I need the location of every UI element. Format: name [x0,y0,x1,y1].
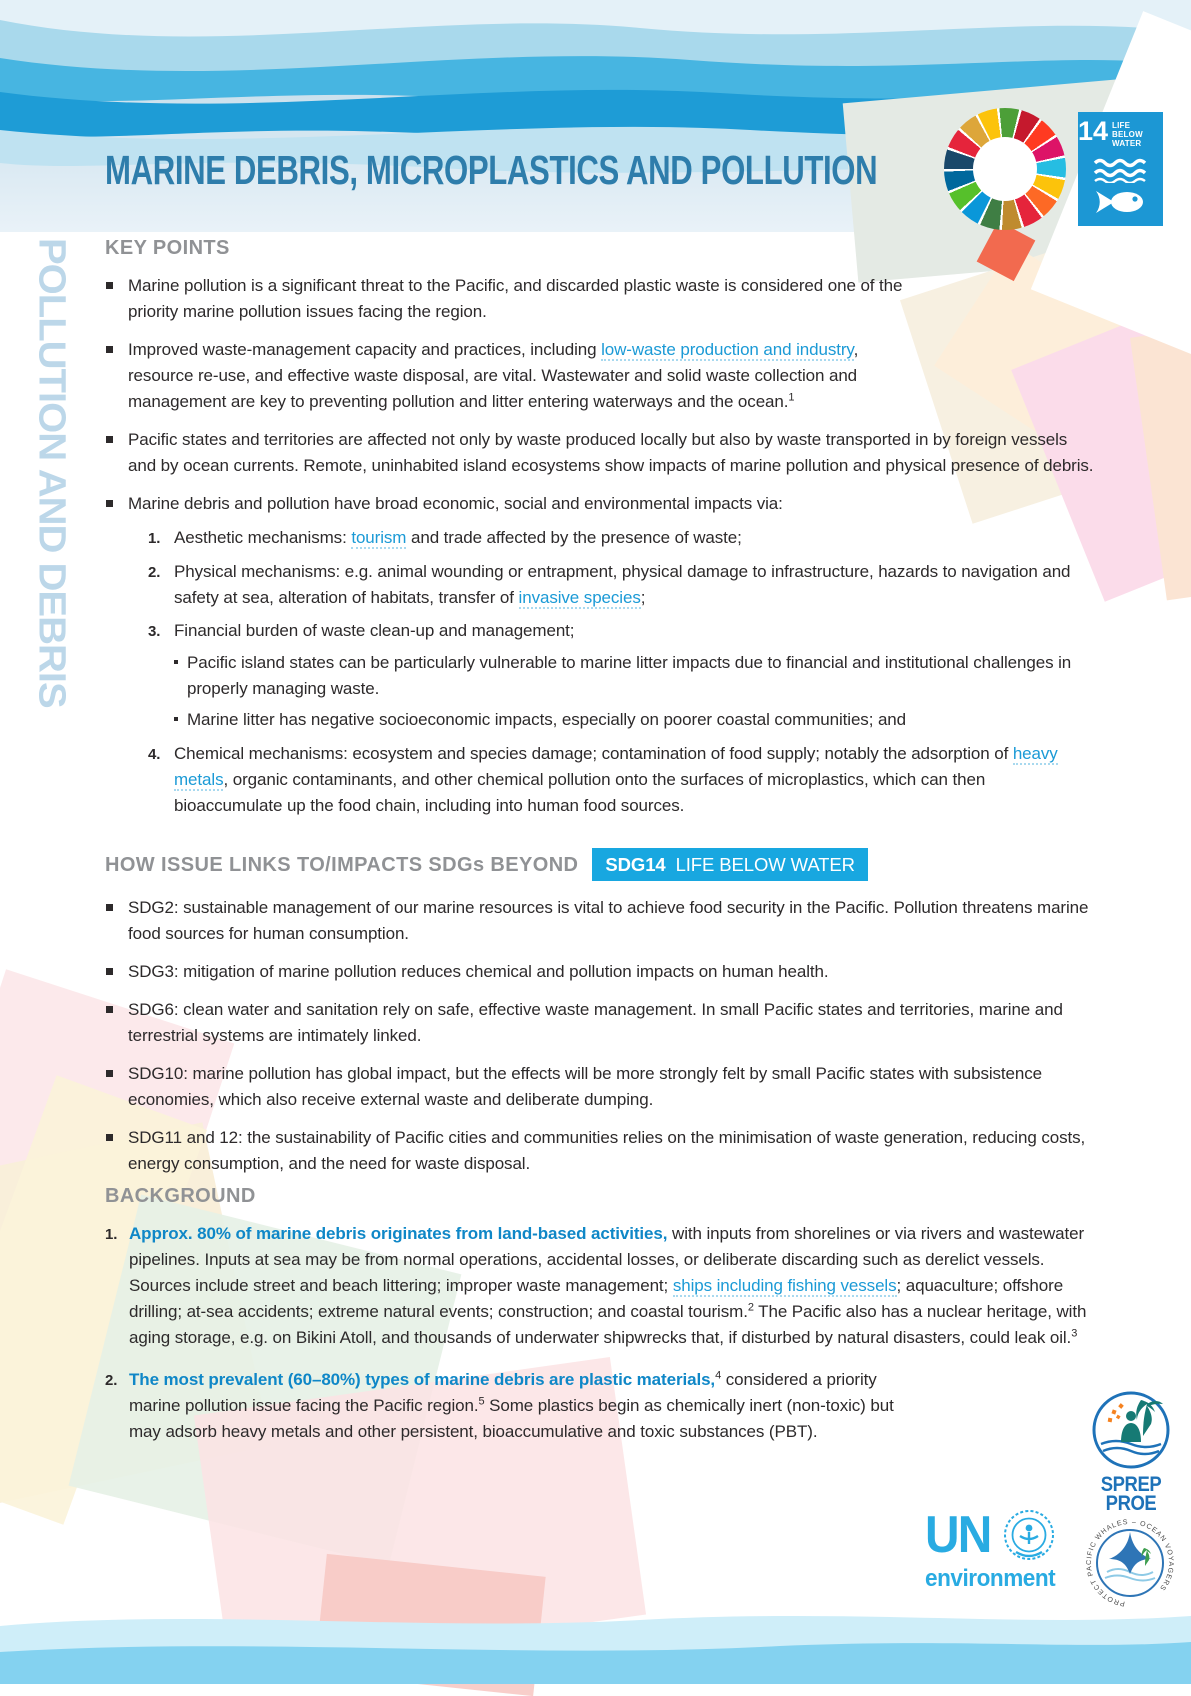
mechanism-number: 3. [148,623,161,640]
inline-link[interactable]: tourism [351,528,407,547]
inline-link[interactable]: ships including fishing vessels [672,1276,897,1295]
mechanism-number: 4. [148,746,161,763]
key-points-section [105,235,1095,826]
background-text: The most prevalent (60–80%) types of marine debris are plastic materials,$^4$ considered a priority marine pollution issue facing the Pacific region.$^5$ Some plastics begin as chemically inert (non-toxic) but may adsorb heavy metals and other persistent, bioaccumulative and toxic substances (PBT). [129,1369,894,1441]
mechanism-text: Physical mechanisms: e.g. animal wounding or entrapment, physical damage to infrastructure, hazards to navigation and safety at sea, alteration of habitats, transfer of invasive species; [174,562,1071,607]
un-environment-logo [925,1508,1095,1593]
sprep-emblem-icon [1091,1390,1171,1470]
sdg-link-item: SDG10: marine pollution has global impact, but the effects will be more strongly felt by small Pacific states with subsistence economies, which also receive external waste and deliberate dumping. [105,1061,1095,1113]
mechanism-item [105,618,1095,645]
mechanism-number: 1. [148,530,161,547]
sdg14-label: LIFE BELOW WATER [1112,121,1143,149]
inline-link[interactable]: heavy metals [174,744,1058,789]
sdg14-number: 14 [1078,116,1109,146]
mechanism-text: Chemical mechanisms: ecosystem and species damage; contamination of food supply; notably the adsorption of heavy metals, organic contaminants, and other chemical pollution onto the surfaces of microplastics, which can then bioaccumulate up the food chain, including into human food sources. [174,744,1058,815]
page-title: MARINE DEBRIS, MICROPLASTICS AND POLLUTION [105,147,878,194]
inline-link[interactable]: invasive species [518,588,641,607]
fish-icon [1092,188,1150,216]
sdg14-corner-badge [1078,112,1163,226]
side-vertical-label: POLLUTION AND DEBRIS [30,238,73,708]
svg-text:PROTECT PACIFIC WHALES – OCEAN: PROTECT PACIFIC WHALES – OCEAN VOYAGERS [1085,1518,1175,1607]
background-item [105,1221,1095,1351]
sub-bullet-item: Pacific island states can be particularly vulnerable to marine litter impacts due to financial and institutional challenges in properly managing waste. [174,650,1095,702]
unep-emblem-icon [1002,1508,1056,1562]
background-item [105,1367,1095,1445]
key-point-item: Pacific states and territories are affected not only by waste produced locally but also by waste transported in by foreign vessels and by ocean currents. Remote, uninhabited island ecosystems show impacts of marine pollution and physical presence of debris. [105,427,1095,479]
whale-logo [1083,1516,1177,1615]
background-number: 2. [105,1372,118,1389]
waves-icon [1092,157,1150,183]
mechanism-item [105,525,1095,552]
sdg-links-heading: HOW ISSUE LINKS TO/IMPACTS SDGs BEYOND [105,853,579,876]
un-logo-text: UN [925,1506,991,1564]
sdg14-badge-label: LIFE BELOW WATER [675,853,855,875]
sdg-link-item: SDG2: sustainable management of our marine resources is vital to achieve food security in the Pacific. Pollution threatens marine food sources for human consumption. [105,895,1095,947]
sdg-link-item: SDG11 and 12: the sustainability of Pacific cities and communities relies on the minimisation of waste generation, reducing costs, energy consumption, and the need for waste disposal. [105,1125,1095,1177]
sdg-wheel-icon [944,108,1066,230]
mechanism-item [105,559,1095,611]
background-text: Approx. 80% of marine debris originates from land-based activities, with inputs from shorelines or via rivers and wastewater pipelines. Inputs at sea may be from normal operations, accidental losses, or deliberate discarding such as derelict vessels. Sources include street and beach littering; improper waste management; ships including fishing vessels; aquaculture; offshore drilling; at-sea accidents; extreme natural events; construction; and coastal tourism.$^2$ The Pacific also has a nuclear heritage, with aging storage, e.g. on Bikini Atoll, and thousands of underwater shipwrecks that, if disturbed by natural disasters, could leak oil.$^3$ [129,1224,1087,1347]
environment-logo-text: environment [925,1565,1056,1592]
sdg-link-item: SDG6: clean water and sanitation rely on safe, effective waste management. In small Pacific states and territories, marine and terrestrial systems are intimately linked. [105,997,1095,1049]
key-point-item: Marine pollution is a significant threat to the Pacific, and discarded plastic waste is considered one of the priority marine pollution issues facing the region. [105,273,903,325]
footer-wave-art [0,1600,1191,1684]
sdg14-tag: SDG14 [605,853,666,875]
key-point-item: Improved waste-management capacity and practices, including low-waste production and industry, resource re-use, and effective waste disposal, are vital. Wastewater and solid waste collection and management are key to preventing pollution and litter entering waterways and the ocean.$^1$ [105,337,883,415]
background-section [105,1183,1095,1461]
whale-emblem-icon [1083,1516,1177,1610]
sprep-logo [1086,1390,1176,1514]
mechanism-item [105,741,1095,819]
sdg-link-item: SDG3: mitigation of marine pollution reduces chemical and pollution impacts on human health. [105,959,1095,985]
key-point-item: Marine debris and pollution have broad economic, social and environmental impacts via: [105,491,1095,517]
sprep-logo-text: SPREP PROE [1100,1473,1162,1516]
sub-bullet-item: Marine litter has negative socioeconomic impacts, especially on poorer coastal communities; and [174,707,1095,733]
mechanism-text: Aesthetic mechanisms: tourism and trade affected by the presence of waste; [174,528,742,547]
mechanism-text: Financial burden of waste clean-up and management; [174,621,575,640]
sdg-links-section [105,848,1095,1189]
key-points-heading: KEY POINTS [105,237,230,259]
mechanism-number: 2. [148,564,161,581]
inline-link[interactable]: low-waste production and industry [601,340,854,359]
sdg14-inline-badge [592,848,867,881]
background-number: 1. [105,1226,118,1243]
background-heading: BACKGROUND [105,1185,256,1207]
